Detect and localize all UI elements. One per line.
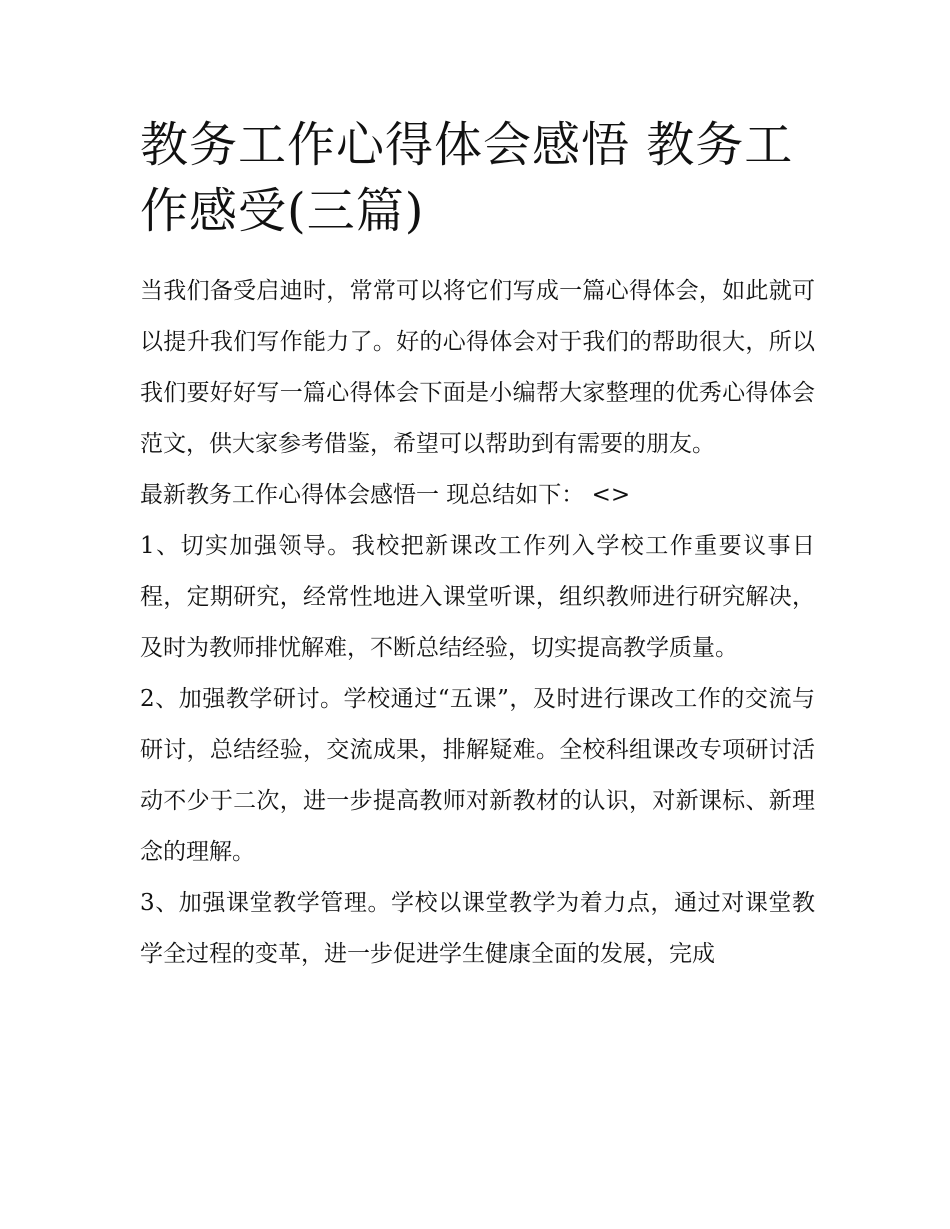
document-title: 教务工作心得体会感悟 教务工作感受(三篇) <box>140 117 794 239</box>
document-content <box>140 112 815 980</box>
document-body <box>140 266 815 980</box>
section-heading-paragraph: 最新教务工作心得体会感悟一 现总结如下： <> <box>140 482 631 508</box>
point-3-paragraph: 3、加强课堂教学管理。学校以课堂教学为着力点，通过对课堂教学全过程的变革，进一步促进学生健康全面的发展，完成 <box>140 890 815 967</box>
point-1-paragraph: 1、切实加强领导。我校把新课改工作列入学校工作重要议事日程，定期研究，经常性地进入课堂听课，组织教师进行研究解决，及时为教师排忧解难，不断总结经验，切实提高教学质量。 <box>140 533 815 661</box>
intro-paragraph: 当我们备受启迪时，常常可以将它们写成一篇心得体会，如此就可以提升我们写作能力了。好的心得体会对于我们的帮助很大，所以我们要好好写一篇心得体会下面是小编帮大家整理的优秀心得体会范文，供大家参考借鉴，希望可以帮助到有需要的朋友。 <box>140 278 815 457</box>
point-2-paragraph: 2、加强教学研讨。学校通过“五课”，及时进行课改工作的交流与研讨，总结经验，交流成果，排解疑难。全校科组课改专项研讨活动不少于二次，进一步提高教师对新教材的认识，对新课标、新理念的理解。 <box>140 686 815 865</box>
